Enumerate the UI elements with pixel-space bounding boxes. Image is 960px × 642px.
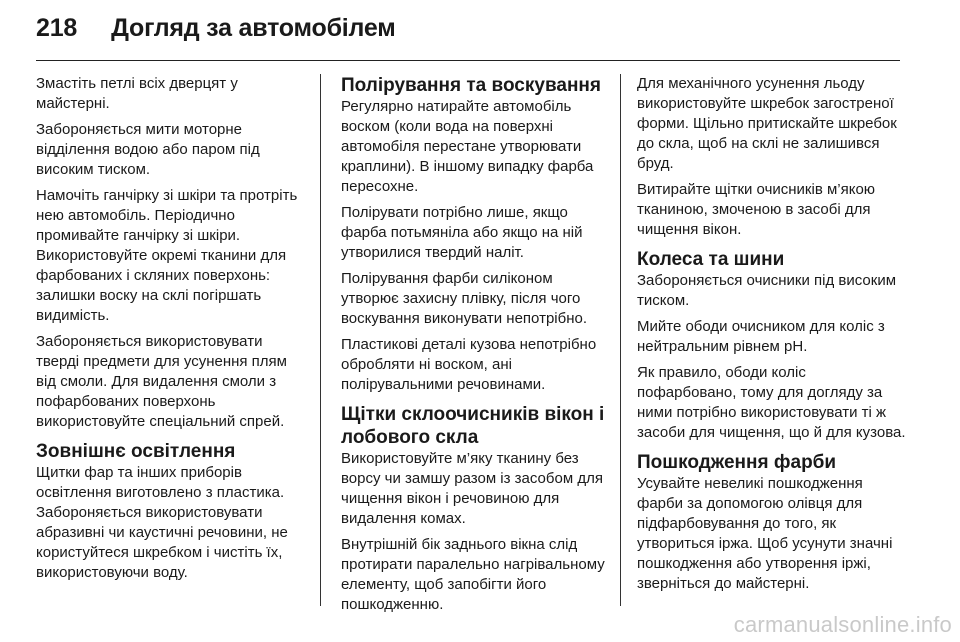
paragraph: Витирайте щітки очисників м’якою тканиною, змоченою в засобі для чищення вікон. — [637, 181, 876, 238]
column-divider-1 — [320, 74, 321, 606]
text-column-2 — [341, 74, 613, 621]
section-heading-wipers: Щітки склоочисників вікон і лобового скла — [341, 404, 605, 448]
text-column-3 — [637, 74, 909, 600]
text-column-1 — [36, 74, 308, 589]
paragraph: Полірувати потрібно лише, якщо фарба потьмяніла або якщо на ній утворилися твердий наліт. — [341, 204, 583, 261]
paragraph: Для механічного усунення льоду використовуйте шкребок загостреної форми. Щільно притискайте шкребок до скла, щоб на склі не залишився бруд. — [637, 75, 897, 172]
section-heading-paint-damage: Пошкодження фарби — [637, 452, 837, 473]
paragraph: Регулярно натирайте автомобіль воском (коли вода на поверхні автомобіля перестане утворювати краплини). В іншому випадку фарба пересохне. — [341, 98, 594, 195]
paragraph: Використовуйте м’яку тканину без ворсу чи замшу разом із засобом для чищення вікон і речовиною для видалення комах. — [341, 450, 603, 527]
paragraph: Змастіть петлі всіх дверцят у майстерні. — [36, 75, 238, 112]
header-divider — [36, 60, 900, 61]
paragraph: Забороняється використовувати тверді предмети для усунення плям від смоли. Для видалення смоли з пофарбованих поверхонь використовуйте спеціальний спрей. — [36, 333, 287, 430]
column-divider-2 — [620, 74, 621, 606]
paragraph: Внутрішній бік заднього вікна слід протирати паралельно нагрівальному елементу, щоб запобігти його пошкодженню. — [341, 536, 605, 613]
page-header — [36, 14, 900, 43]
paragraph: Забороняється очисники під високим тиском. — [637, 272, 897, 309]
section-heading-polishing: Полірування та воскування — [341, 75, 601, 96]
paragraph: Полірування фарби силіконом утворює захисну плівку, після чого воскування виконувати непотрібно. — [341, 270, 587, 327]
section-heading-wheels-tyres: Колеса та шини — [637, 249, 785, 270]
section-heading-exterior-lighting: Зовнішнє освітлення — [36, 441, 236, 462]
paragraph: Усувайте невеликі пошкодження фарби за допомогою олівця для підфарбовування до того, як утвориться іржа. Щоб усунути значні пошкодження або утворення іржі, зверніться до майстерні. — [637, 475, 893, 592]
page-number: 218 — [36, 14, 78, 42]
paragraph: Забороняється мити моторне відділення водою або паром під високим тиском. — [36, 121, 260, 178]
page-title: Догляд за автомобілем — [111, 14, 396, 42]
paragraph: Намочіть ганчірку зі шкіри та протріть нею автомобіль. Періодично промивайте ганчірку зі шкіри. Використовуйте окремі тканини для фарбованих і скляних поверхонь: залишки воску на склі погіршать видимість. — [36, 187, 298, 324]
paragraph: Щитки фар та інших приборів освітлення виготовлено з пластика. Забороняється використовувати абразивні чи каустичні речовини, не користуйтеся шкребком і чистіть їх, використовуючи воду. — [36, 464, 288, 581]
paragraph: Пластикові деталі кузова непотрібно обробляти ні воском, ані полірувальними речовинами. — [341, 336, 597, 393]
paragraph: Мийте ободи очисником для коліс з нейтральним рівнем pH. — [637, 318, 885, 355]
paragraph: Як правило, ободи коліс пофарбовано, тому для догляду за ними потрібно використовувати ті ж засоби для чищення, що й для кузова. — [637, 364, 906, 441]
watermark: carmanualsonline.info — [733, 612, 952, 637]
